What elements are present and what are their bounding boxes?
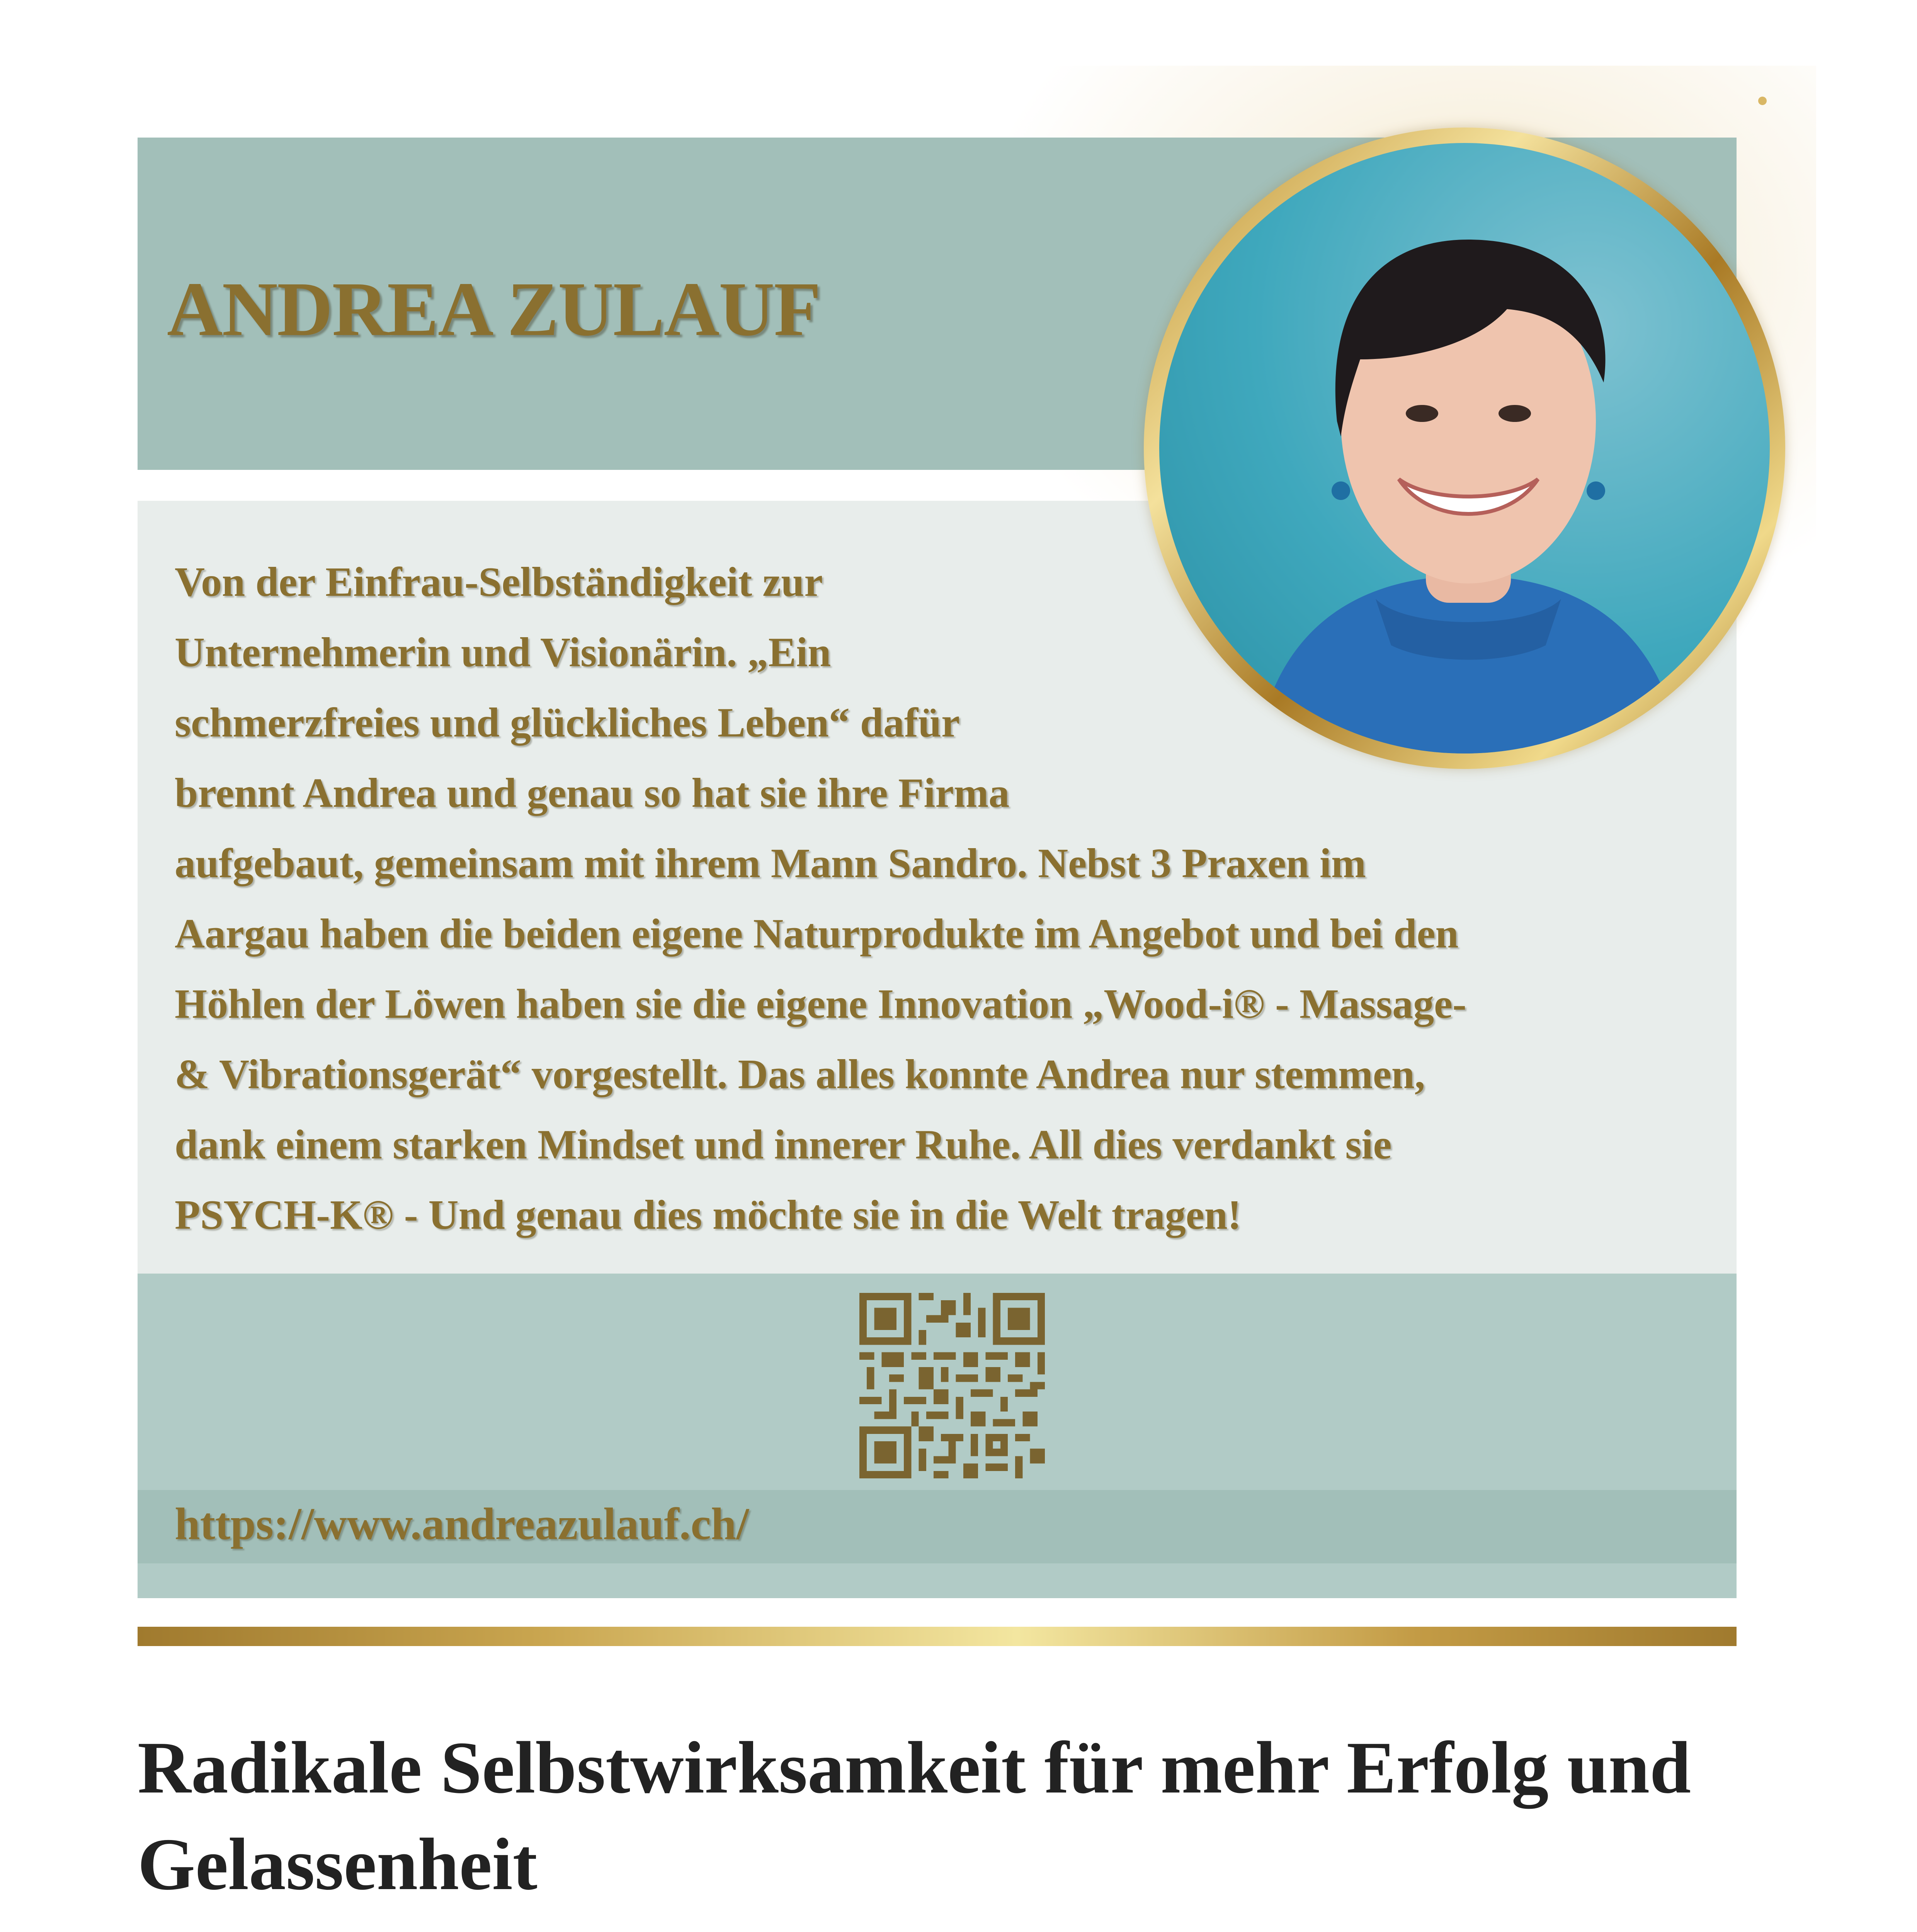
article-title: Radikale Selbstwirksamkeit für mehr Erfolg und Gelassenheit — [138, 1726, 1691, 1905]
bio-line: Höhlen der Löwen haben sie die eigene Innovation „Wood-i® - Massage- — [175, 981, 1466, 1027]
author-portrait-frame — [1144, 128, 1785, 769]
bio-line: & Vibrationsgerät“ vorgestellt. Das alles konnte Andrea nur stemmen, — [175, 1051, 1425, 1097]
bio-line: schmerzfreies und glückliches Leben“ dafür — [175, 700, 960, 746]
portrait-illustration — [1159, 143, 1770, 753]
bio-line: Von der Einfrau-Selbständigkeit zur — [175, 559, 823, 605]
gold-divider — [138, 1627, 1737, 1646]
bio-line: Aargau haben die beiden eigene Naturprodukte im Angebot und bei den — [175, 911, 1459, 957]
qr-code-icon[interactable] — [859, 1293, 1045, 1478]
url-strip — [138, 1490, 1737, 1563]
author-portrait-photo — [1159, 143, 1770, 753]
bio-line: aufgebaut, gemeinsam mit ihrem Mann Sandro. Nebst 3 Praxen im — [175, 840, 1366, 886]
bio-line: PSYCH-K® - Und genau dies möchte sie in die Welt tragen! — [175, 1192, 1242, 1238]
profile-name: ANDREA ZULAUF — [167, 267, 820, 352]
website-link[interactable]: https://www.andreazulauf.ch/ — [175, 1498, 749, 1549]
bio-line: dank einem starken Mindset und innerer Ruhe. All dies verdankt sie — [175, 1122, 1392, 1168]
bio-line: Unternehmerin und Visionärin. „Ein — [175, 629, 831, 675]
bio-line: brennt Andrea und genau so hat sie ihre Firma — [175, 770, 1010, 816]
qr-band — [138, 1274, 1737, 1598]
gold-sparkle-dot — [1758, 97, 1767, 105]
